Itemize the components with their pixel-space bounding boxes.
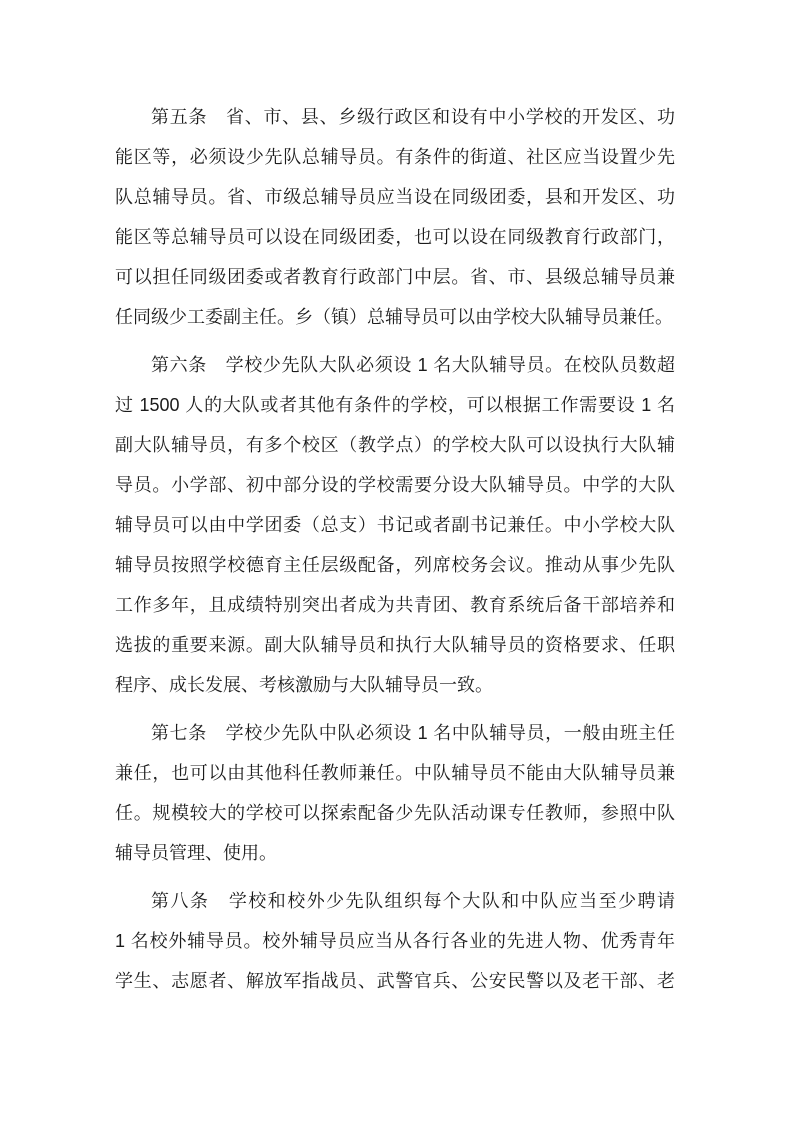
text-line: 副大队辅导员，有多个校区（教学点）的学校大队可以设执行大队辅 xyxy=(115,435,675,455)
text-line: 可以担任同级团委或者教育行政部门中层。省、市、县级总辅导员兼 xyxy=(115,267,675,287)
document-body xyxy=(115,97,675,1001)
text-line: 能区等，必须设少先队总辅导员。有条件的街道、社区应当设置少先 xyxy=(115,147,675,167)
text-line: 兼任，也可以由其他科任教师兼任。中队辅导员不能由大队辅导员兼 xyxy=(115,763,675,783)
text-line: 第八条 学校和校外少先队组织每个大队和中队应当至少聘请 xyxy=(151,891,675,911)
text-line: 辅导员按照学校德育主任层级配备，列席校务会议。推动从事少先队 xyxy=(115,555,675,575)
text-line: 程序、成长发展、考核激励与大队辅导员一致。 xyxy=(115,675,493,695)
paragraph-article-7 xyxy=(115,713,675,873)
text-line: 选拔的重要来源。副大队辅导员和执行大队辅导员的资格要求、任职 xyxy=(115,635,675,655)
text-line: 能区等总辅导员可以设在同级团委，也可以设在同级教育行政部门， xyxy=(115,227,675,247)
text-line: 1 名校外辅导员。校外辅导员应当从各行各业的先进人物、优秀青年 xyxy=(115,931,675,951)
text-line: 导员。小学部、初中部分设的学校需要分设大队辅导员。中学的大队 xyxy=(115,475,675,495)
paragraph-article-8 xyxy=(115,881,675,1001)
text-line: 第六条 学校少先队大队必须设 1 名大队辅导员。在校队员数超 xyxy=(151,355,675,375)
text-line: 任。规模较大的学校可以探索配备少先队活动课专任教师，参照中队 xyxy=(115,803,675,823)
text-line: 第七条 学校少先队中队必须设 1 名中队辅导员，一般由班主任 xyxy=(151,723,675,743)
paragraph-article-6 xyxy=(115,345,675,705)
paragraph-article-5 xyxy=(115,97,675,337)
text-line: 任同级少工委副主任。乡（镇）总辅导员可以由学校大队辅导员兼任。 xyxy=(115,307,673,327)
text-line: 学生、志愿者、解放军指战员、武警官兵、公安民警以及老干部、老 xyxy=(115,971,675,991)
text-line: 辅导员管理、使用。 xyxy=(115,843,277,863)
text-line: 过 1500 人的大队或者其他有条件的学校，可以根据工作需要设 1 名 xyxy=(115,395,675,415)
text-line: 第五条 省、市、县、乡级行政区和设有中小学校的开发区、功 xyxy=(151,107,675,127)
text-line: 工作多年，且成绩特别突出者成为共青团、教育系统后备干部培养和 xyxy=(115,595,675,615)
text-line: 辅导员可以由中学团委（总支）书记或者副书记兼任。中小学校大队 xyxy=(115,515,675,535)
text-line: 队总辅导员。省、市级总辅导员应当设在同级团委，县和开发区、功 xyxy=(115,187,675,207)
